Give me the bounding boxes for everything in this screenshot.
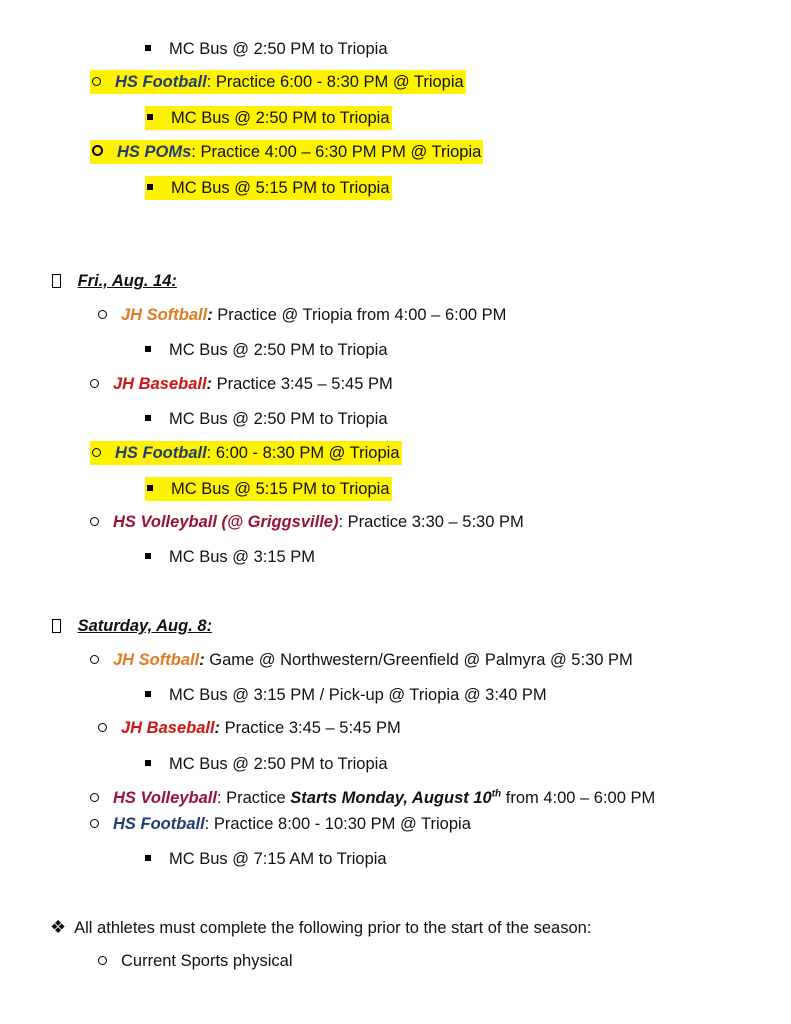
list-item: MC Bus @ 3:15 PM / Pick-up @ Triopia @ 3:40 PM (145, 684, 547, 706)
circle-bullet-icon (90, 819, 99, 828)
circle-bullet-icon (98, 956, 107, 965)
circle-bullet-icon (90, 517, 99, 526)
list-item: MC Bus @ 7:15 AM to Triopia (145, 848, 387, 870)
square-bullet-icon (147, 184, 153, 190)
circle-bullet-icon (90, 379, 99, 388)
list-item: HS Volleyball: Practice Starts Monday, August 10th from 4:00 – 6:00 PM (90, 787, 655, 809)
diamond-bullet-icon: ❖ (50, 917, 67, 937)
list-item: HS Volleyball (@ Griggsville): Practice 3:30 – 5:30 PM (90, 511, 524, 533)
circle-bullet-icon (90, 655, 99, 664)
square-bullet-icon (145, 855, 151, 861)
square-bullet-icon (145, 45, 151, 51)
square-bullet-icon (145, 553, 151, 559)
list-item: HS POMs: Practice 4:00 – 6:30 PM PM @ Triopia (90, 141, 483, 163)
square-bullet-icon (147, 114, 153, 120)
list-item: MC Bus @ 3:15 PM (145, 546, 315, 568)
list-item: MC Bus @ 2:50 PM to Triopia (145, 107, 392, 129)
circle-bullet-icon (92, 145, 103, 156)
list-item: MC Bus @ 2:50 PM to Triopia (145, 339, 388, 361)
list-item: JH Baseball: Practice 3:45 – 5:45 PM (90, 373, 393, 395)
circle-bullet-icon (98, 723, 107, 732)
missing-glyph-icon (52, 274, 61, 288)
list-item: MC Bus @ 2:50 PM to Triopia (145, 753, 388, 775)
notice-item: ❖ All athletes must complete the following prior to the start of the season: (50, 917, 592, 937)
square-bullet-icon (145, 415, 151, 421)
missing-glyph-icon (52, 619, 61, 633)
list-item: JH Baseball: Practice 3:45 – 5:45 PM (98, 717, 401, 739)
square-bullet-icon (145, 760, 151, 766)
circle-bullet-icon (92, 448, 101, 457)
list-item: JH Softball: Game @ Northwestern/Greenfield @ Palmyra @ 5:30 PM (90, 649, 633, 671)
square-bullet-icon (145, 691, 151, 697)
list-item: MC Bus @ 5:15 PM to Triopia (145, 177, 392, 199)
section-heading-friday: Fri., Aug. 14: (52, 270, 177, 292)
circle-bullet-icon (92, 77, 101, 86)
circle-bullet-icon (98, 310, 107, 319)
list-item: JH Softball: Practice @ Triopia from 4:00 – 6:00 PM (98, 304, 506, 326)
square-bullet-icon (145, 346, 151, 352)
section-heading-saturday: Saturday, Aug. 8: (52, 615, 212, 637)
list-item: HS Football: Practice 6:00 - 8:30 PM @ Triopia (90, 71, 466, 93)
circle-bullet-icon (90, 793, 99, 802)
list-item: MC Bus @ 5:15 PM to Triopia (145, 478, 392, 500)
list-item: MC Bus @ 2:50 PM to Triopia (145, 38, 388, 60)
list-item: Current Sports physical (98, 950, 293, 972)
list-item: HS Football: Practice 8:00 - 10:30 PM @ Triopia (90, 813, 471, 835)
list-item: MC Bus @ 2:50 PM to Triopia (145, 408, 388, 430)
list-item: HS Football: 6:00 - 8:30 PM @ Triopia (90, 442, 402, 464)
square-bullet-icon (147, 485, 153, 491)
